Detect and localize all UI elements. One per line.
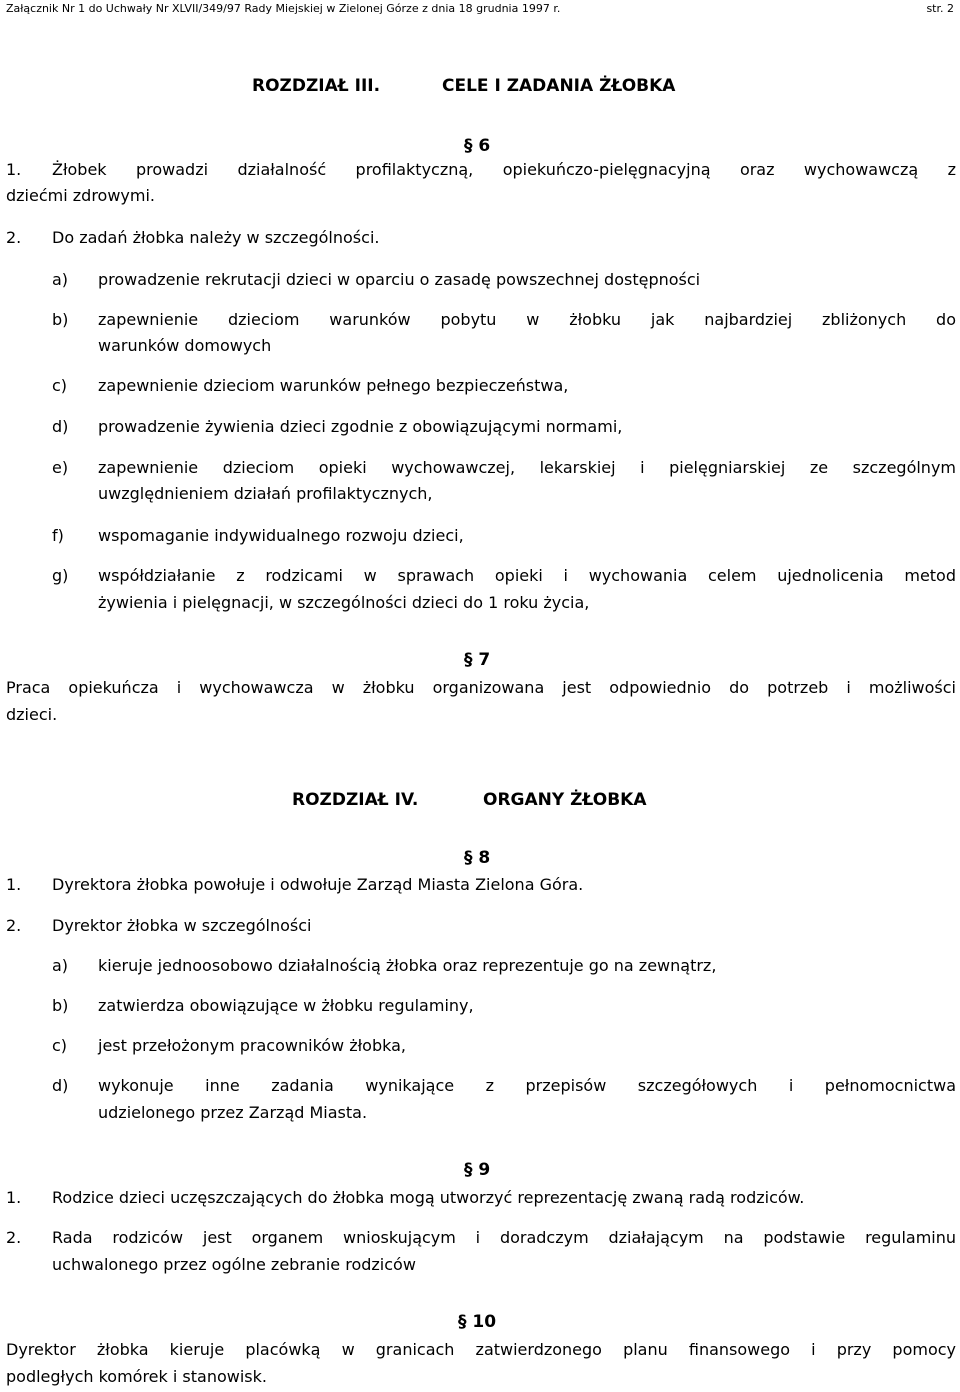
par6-item-e-line1: zapewnienie dzieciom opieki wychowawczej, lekarskiej i pielęgniarskiej ze szczególnym: [98, 458, 956, 477]
par6-item-c-text: zapewnienie dzieciom warunków pełnego bezpieczeństwa,: [98, 376, 569, 395]
par8-point2-number: 2.: [6, 916, 22, 935]
par6-item-g-line2: żywienia i pielęgnacji, w szczególności dzieci do 1 roku życia,: [98, 593, 590, 612]
par10-line2: podległych komórek i stanowisk.: [6, 1367, 267, 1386]
chapter-4-title: ORGANY ŻŁOBKA: [483, 790, 647, 810]
par8-point1-number: 1.: [6, 875, 22, 894]
par7-line2: dzieci.: [6, 705, 58, 724]
paragraph-7-symbol: § 7: [464, 650, 491, 670]
par9-point1-number: 1.: [6, 1188, 22, 1207]
par6-item-e-letter: e): [52, 458, 69, 477]
paragraph-9-symbol: § 9: [464, 1160, 491, 1180]
par6-item-g-letter: g): [52, 566, 69, 585]
par8-point2-text: Dyrektor żłobka w szczególności: [52, 916, 312, 935]
par8-item-c-text: jest przełożonym pracowników żłobka,: [98, 1036, 406, 1055]
chapter-3-label: ROZDZIAŁ III.: [252, 76, 381, 96]
par9-point2-line2: uchwalonego przez ogólne zebranie rodziców: [52, 1255, 416, 1274]
paragraph-6-symbol: § 6: [464, 136, 491, 156]
par9-point1-text: Rodzice dzieci uczęszczających do żłobka mogą utworzyć reprezentację zwaną radą rodziców.: [52, 1188, 805, 1207]
par8-item-d-letter: d): [52, 1076, 69, 1095]
par6-item-b-line1: zapewnienie dzieciom warunków pobytu w żłobku jak najbardziej zbliżonych do: [98, 310, 956, 329]
chapter-4-label: ROZDZIAŁ IV.: [292, 790, 419, 810]
par8-item-d-line2: udzielonego przez Zarząd Miasta.: [98, 1103, 368, 1122]
par7-line1: Praca opiekuńcza i wychowawcza w żłobku organizowana jest odpowiednio do potrzeb i możliwości: [6, 678, 956, 697]
par8-item-a-text: kieruje jednoosobowo działalnością żłobka oraz reprezentuje go na zewnątrz,: [98, 956, 717, 975]
par6-point1-line2: dziećmi zdrowymi.: [6, 186, 155, 205]
page-header: [6, 0, 954, 18]
page-number: str. 2: [926, 2, 954, 15]
par6-item-b-line2: warunków domowych: [98, 336, 272, 355]
par6-item-g-line1: współdziałanie z rodzicami w sprawach opieki i wychowania celem ujednolicenia metod: [98, 566, 956, 585]
par8-point1-text: Dyrektora żłobka powołuje i odwołuje Zarząd Miasta Zielona Góra.: [52, 875, 584, 894]
par6-item-a-letter: a): [52, 270, 69, 289]
par6-item-f-letter: f): [52, 526, 64, 545]
attachment-reference: Załącznik Nr 1 do Uchwały Nr XLVII/349/97 Rady Miejskiej w Zielonej Górze z dnia 18 grudnia 1997 r.: [6, 2, 561, 15]
par6-point1-number: 1.: [6, 160, 22, 179]
par10-line1: Dyrektor żłobka kieruje placówką w granicach zatwierdzonego planu finansowego i przy pomocy: [6, 1340, 956, 1359]
par8-item-d-line1: wykonuje inne zadania wynikające z przepisów szczegółowych i pełnomocnictwa: [98, 1076, 956, 1095]
par8-item-b-letter: b): [52, 996, 69, 1015]
par6-point2-number: 2.: [6, 228, 22, 247]
chapter-3-title: CELE I ZADANIA ŻŁOBKA: [442, 76, 676, 96]
paragraph-10-symbol: § 10: [458, 1312, 497, 1332]
paragraph-8-symbol: § 8: [464, 848, 491, 868]
par6-item-b-letter: b): [52, 310, 69, 329]
par6-item-d-text: prowadzenie żywienia dzieci zgodnie z obowiązującymi normami,: [98, 417, 623, 436]
par6-item-a-text: prowadzenie rekrutacji dzieci w oparciu o zasadę powszechnej dostępności: [98, 270, 701, 289]
par6-point1-line1: Żłobek prowadzi działalność profilaktyczną, opiekuńczo-pielęgnacyjną oraz wychowawczą z: [52, 160, 956, 179]
par8-item-c-letter: c): [52, 1036, 68, 1055]
par6-item-d-letter: d): [52, 417, 69, 436]
par6-point2-text: Do zadań żłobka należy w szczególności.: [52, 228, 380, 247]
par6-item-c-letter: c): [52, 376, 68, 395]
par8-item-a-letter: a): [52, 956, 69, 975]
par9-point2-number: 2.: [6, 1228, 22, 1247]
par8-item-b-text: zatwierdza obowiązujące w żłobku regulaminy,: [98, 996, 474, 1015]
par6-item-e-line2: uwzględnieniem działań profilaktycznych,: [98, 484, 433, 503]
par6-item-f-text: wspomaganie indywidualnego rozwoju dzieci,: [98, 526, 464, 545]
par9-point2-line1: Rada rodziców jest organem wnioskującym i doradczym działającym na podstawie regulaminu: [52, 1228, 956, 1247]
